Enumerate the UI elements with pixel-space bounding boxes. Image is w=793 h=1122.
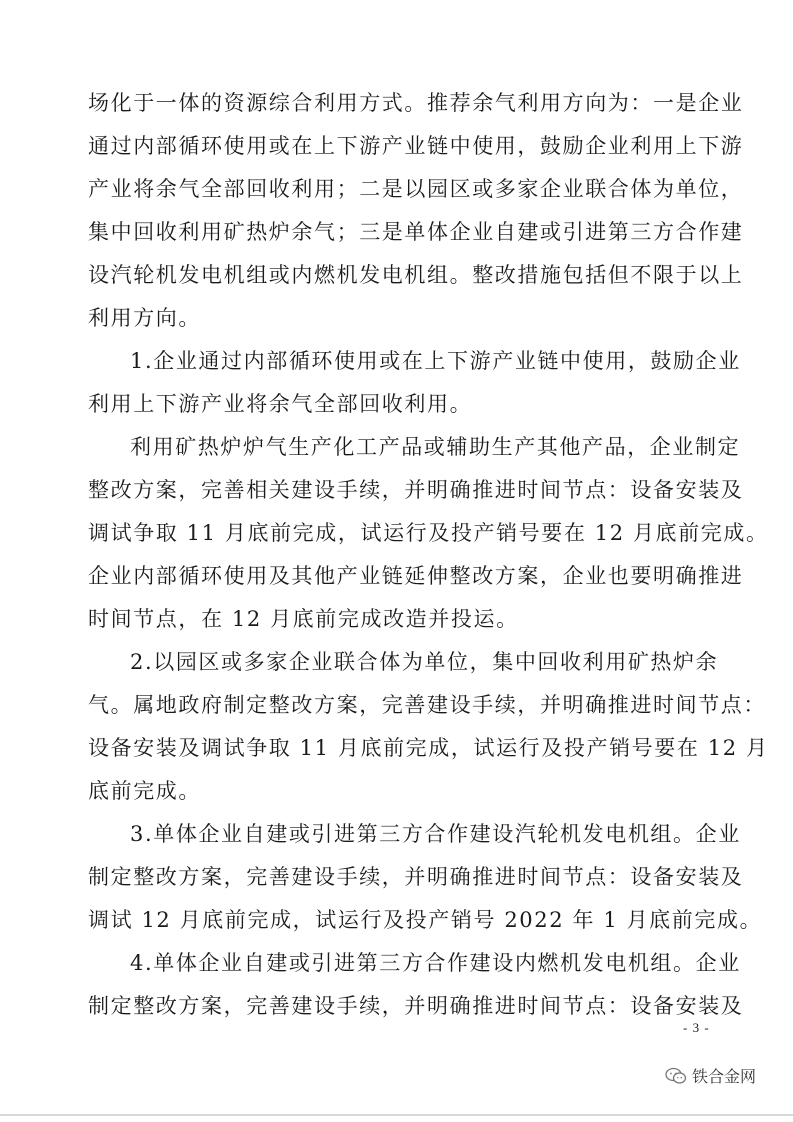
text-line: 1.企业通过内部循环使用或在上下游产业链中使用，鼓励企业 [130,349,741,373]
watermark-text: 铁合金网 [692,1067,757,1086]
text-line: 底前完成。 [88,779,201,803]
text-line: 企业内部循环使用及其他产业链延伸整改方案，企业也要明确推进 [88,564,744,588]
text-line: 设备安装及调试争取 11 月底前完成，试运行及投产销号要在 12 月 [88,736,769,760]
wechat-icon [665,1067,687,1085]
text-line: 3.单体企业自建或引进第三方合作建设汽轮机发电机组。企业 [130,822,741,846]
text-line: 气。属地政府制定整改方案，完善建设手续，并明确推进时间节点： [88,693,766,717]
bottom-divider [0,1114,793,1116]
page-number: - 3 - [683,1020,710,1035]
text-line: 利用上下游产业将余气全部回收利用。 [88,392,473,416]
text-line: 通过内部循环使用或在上下游产业链中使用，鼓励企业利用上下游 [88,134,744,158]
text-line: 集中回收利用矿热炉余气；三是单体企业自建或引进第三方合作建 [88,220,744,244]
text-line: 调试争取 11 月底前完成，试运行及投产销号要在 12 月底前完成。 [88,521,769,545]
text-line: 利用方向。 [88,306,201,330]
text-line: 2.以园区或多家企业联合体为单位，集中回收利用矿热炉余 [130,650,719,674]
watermark [665,1064,756,1087]
text-line: 制定整改方案，完善建设手续，并明确推进时间节点：设备安装及 [88,994,744,1018]
text-line: 4.单体企业自建或引进第三方合作建设内燃机发电机组。企业 [130,951,741,975]
text-line: 制定整改方案，完善建设手续，并明确推进时间节点：设备安装及 [88,865,744,889]
text-line: 产业将余气全部回收利用；二是以园区或多家企业联合体为单位， [88,177,744,201]
text-line: 时间节点，在 12 月底前完成改造并投运。 [88,607,519,631]
text-line: 利用矿热炉炉气生产化工产品或辅助生产其他产品，企业制定 [130,435,741,459]
text-line: 整改方案，完善相关建设手续，并明确推进时间节点：设备安装及 [88,478,744,502]
text-line: 设汽轮机发电机组或内燃机发电机组。整改措施包括但不限于以上 [88,263,744,287]
text-line: 调试 12 月底前完成，试运行及投产销号 2022 年 1 月底前完成。 [88,908,763,932]
text-line: 场化于一体的资源综合利用方式。推荐余气利用方向为：一是企业 [88,91,744,115]
